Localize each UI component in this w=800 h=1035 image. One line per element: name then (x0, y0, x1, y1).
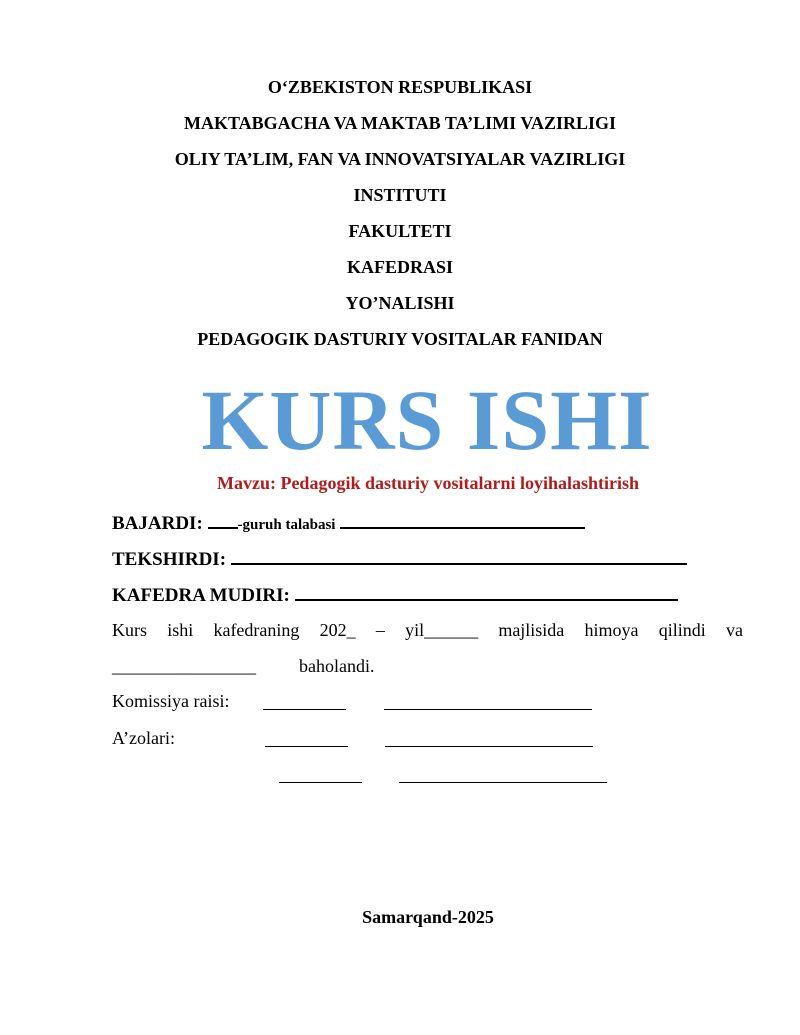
field-bajardi-mid: -guruh talabasi (237, 517, 336, 533)
footer-city-year: Samarqand-2025 (362, 907, 494, 927)
field-tekshirdi (112, 545, 687, 572)
header-line-republic: O‘ZBEKISTON RESPUBLIKASI (267, 77, 533, 97)
header-line-ministry-higher: OLIY TA’LIM, FAN VA INNOVATSIYALAR VAZIRLIGI (174, 149, 626, 169)
defense-word: va (725, 620, 743, 640)
defense-word: – (375, 620, 385, 640)
committee-chair-name-blank (384, 691, 592, 710)
defense-word: Kurs (112, 620, 147, 640)
defense-sentence-line1 (112, 619, 743, 641)
committee-member1-signature-blank (265, 728, 348, 747)
document-title: KURS ISHI (201, 372, 653, 468)
defense-word: ishi (167, 620, 194, 640)
header-line-subject: PEDAGOGIK DASTURIY VOSITALAR FANIDAN (197, 329, 603, 349)
topic-line: Mavzu: Pedagogik dasturiy vositalarni loyihalashtirish (216, 473, 640, 493)
defense-graded-word: baholandi. (299, 656, 375, 676)
defense-grade-blank: ________________ (112, 656, 256, 676)
field-kafedra-mudiri (112, 581, 678, 608)
committee-members-label: A’zolari: (112, 728, 175, 748)
defense-word: qilindi (658, 620, 706, 640)
field-bajardi-label: BAJARDI: (112, 513, 203, 534)
committee-chair-signature-blank (263, 691, 346, 710)
field-kafedra-blank (295, 581, 678, 601)
committee-member1-name-blank (385, 728, 593, 747)
field-kafedra-label: KAFEDRA MUDIRI: (112, 585, 290, 606)
field-tekshirdi-blank (231, 545, 687, 565)
field-bajardi (112, 509, 585, 537)
header-line-faculty: FAKULTETI (348, 221, 452, 241)
field-tekshirdi-label: TEKSHIRDI: (112, 549, 227, 570)
defense-word: 202_ (319, 620, 356, 640)
header-line-ministry-school: MAKTABGACHA VA MAKTAB TA’LIMI VAZIRLIGI (183, 113, 617, 133)
field-group-blank (208, 509, 238, 529)
header-line-direction: YO’NALISHI (345, 293, 455, 313)
committee-member2-name-blank (399, 764, 607, 783)
field-student-blank (340, 509, 585, 529)
header-line-institute: INSTITUTI (353, 185, 447, 205)
defense-word: himoya (584, 620, 639, 640)
defense-word: kafedraning (213, 620, 300, 640)
committee-chair-label: Komissiya raisi: (112, 691, 230, 711)
committee-member2-signature-blank (279, 764, 362, 783)
defense-word: majlisida (498, 620, 565, 640)
defense-word: yil______ (405, 620, 479, 640)
header-line-department: KAFEDRASI (346, 257, 453, 277)
